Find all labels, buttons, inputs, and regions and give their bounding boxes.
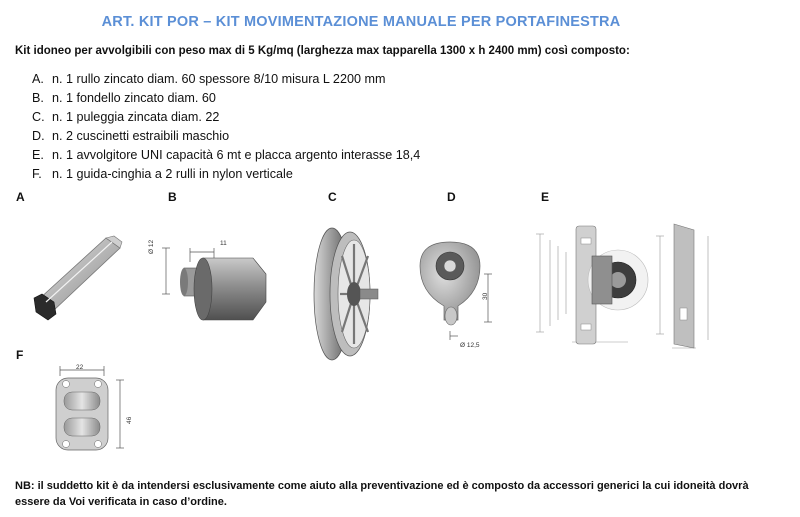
figure-label-b: B bbox=[168, 190, 177, 204]
figure-label-a: A bbox=[16, 190, 25, 204]
list-item: C. n. 1 puleggia zincata diam. 22 bbox=[32, 110, 220, 124]
dim-label-f-width: 22 bbox=[76, 364, 84, 371]
dim-label-d-height: 30 bbox=[482, 292, 489, 300]
dim-label-b-width: 11 bbox=[220, 240, 227, 247]
list-item: F. n. 1 guida-cinghia a 2 rulli in nylon verticale bbox=[32, 167, 293, 181]
disclaimer-note: NB: il suddetto kit è da intendersi esclusivamente come aiuto alla preventivazione ed è composto da accessori generici la cui idoneità dovrà essere da Voi verificata in caso d’ordine. bbox=[15, 480, 749, 508]
intro-text: Kit idoneo per avvolgibili con peso max di 5 Kg/mq (larghezza max tapparella 1300 x h 2400 mm) così composto: bbox=[15, 45, 630, 57]
roller-tube-image bbox=[28, 228, 128, 328]
belt-guide-image bbox=[48, 362, 140, 458]
figure-label-e: E bbox=[541, 190, 550, 204]
figure-label-c: C bbox=[328, 190, 337, 204]
figure-label-d: D bbox=[447, 190, 456, 204]
page-title: ART. KIT POR – KIT MOVIMENTAZIONE MANUALE PER PORTAFINESTRA bbox=[101, 14, 621, 30]
bearing-image bbox=[410, 236, 505, 351]
figure-label-f: F bbox=[16, 348, 24, 362]
list-item: E. n. 1 avvolgitore UNI capacità 6 mt e placca argento interasse 18,4 bbox=[32, 148, 421, 162]
list-item: A. n. 1 rullo zincato diam. 60 spessore 8/10 misura L 2200 mm bbox=[32, 72, 386, 86]
dim-label-d-diameter: Ø 12,5 bbox=[460, 342, 480, 349]
dim-label-f-height: 46 bbox=[126, 416, 133, 424]
list-item: D. n. 2 cuscinetti estraibili maschio bbox=[32, 129, 230, 143]
list-item: B. n. 1 fondello zincato diam. 60 bbox=[32, 91, 216, 105]
belt-winder-image bbox=[532, 216, 720, 354]
end-cap-image bbox=[148, 238, 273, 333]
component-list bbox=[32, 70, 420, 184]
dim-label-b-diameter: Ø 12 bbox=[148, 239, 155, 254]
pulley-image bbox=[304, 226, 384, 364]
